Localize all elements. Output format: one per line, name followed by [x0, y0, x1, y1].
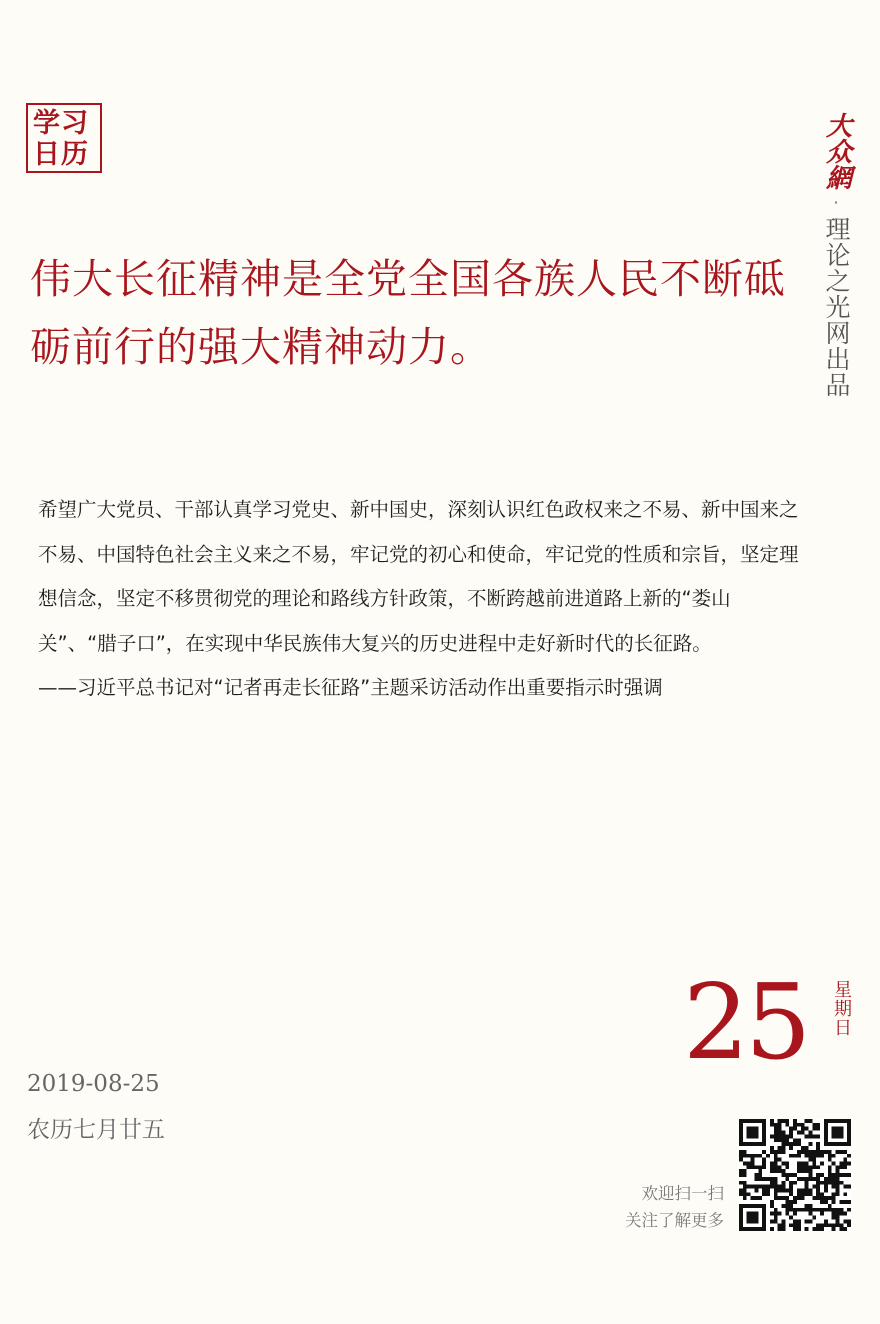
headline: 伟大长征精神是全党全国各族人民不断砥砺前行的强大精神动力。 [30, 255, 786, 371]
scan-line-1: 欢迎扫一扫 [641, 1184, 724, 1203]
xuexi-rili-logo [26, 103, 102, 173]
qr-code-icon[interactable] [739, 1119, 851, 1231]
dazhong-logo: 大众網 [821, 112, 852, 190]
scan-line-2: 关注了解更多 [625, 1211, 724, 1230]
lunar-date: 农历七月廿五 [27, 1117, 165, 1143]
weekday: 星期日 [831, 980, 852, 1037]
quote-attribution: ——习近平总书记对“记者再走长征路”主题采访活动作出重要指示时强调 [38, 676, 663, 699]
quote-block [38, 488, 808, 711]
brand-separator: · [833, 193, 839, 212]
quote-body: 希望广大党员、干部认真学习党史、新中国史，深刻认识红色政权来之不易、新中国来之不易、中国特色社会主义来之不易，牢记党的初心和使命，牢记党的性质和宗旨，坚定理想信念，坚定不移贯彻党的理论和路线方针政策，不断跨越前进道路上新的“娄山关”、“腊子口”，在实现中华民族伟大复兴的历史进程中走好新时代的长征路。 [38, 498, 799, 655]
logo-line-1: 学习 [33, 108, 89, 139]
scan-prompt [608, 1180, 724, 1234]
date: 2019-08-25 [27, 1071, 160, 1097]
brand-subtitle: 理论之光网出品 [822, 216, 851, 398]
day-number: 25 [683, 961, 808, 1083]
brand-vertical [818, 112, 854, 398]
logo-line-2: 日历 [33, 139, 89, 170]
